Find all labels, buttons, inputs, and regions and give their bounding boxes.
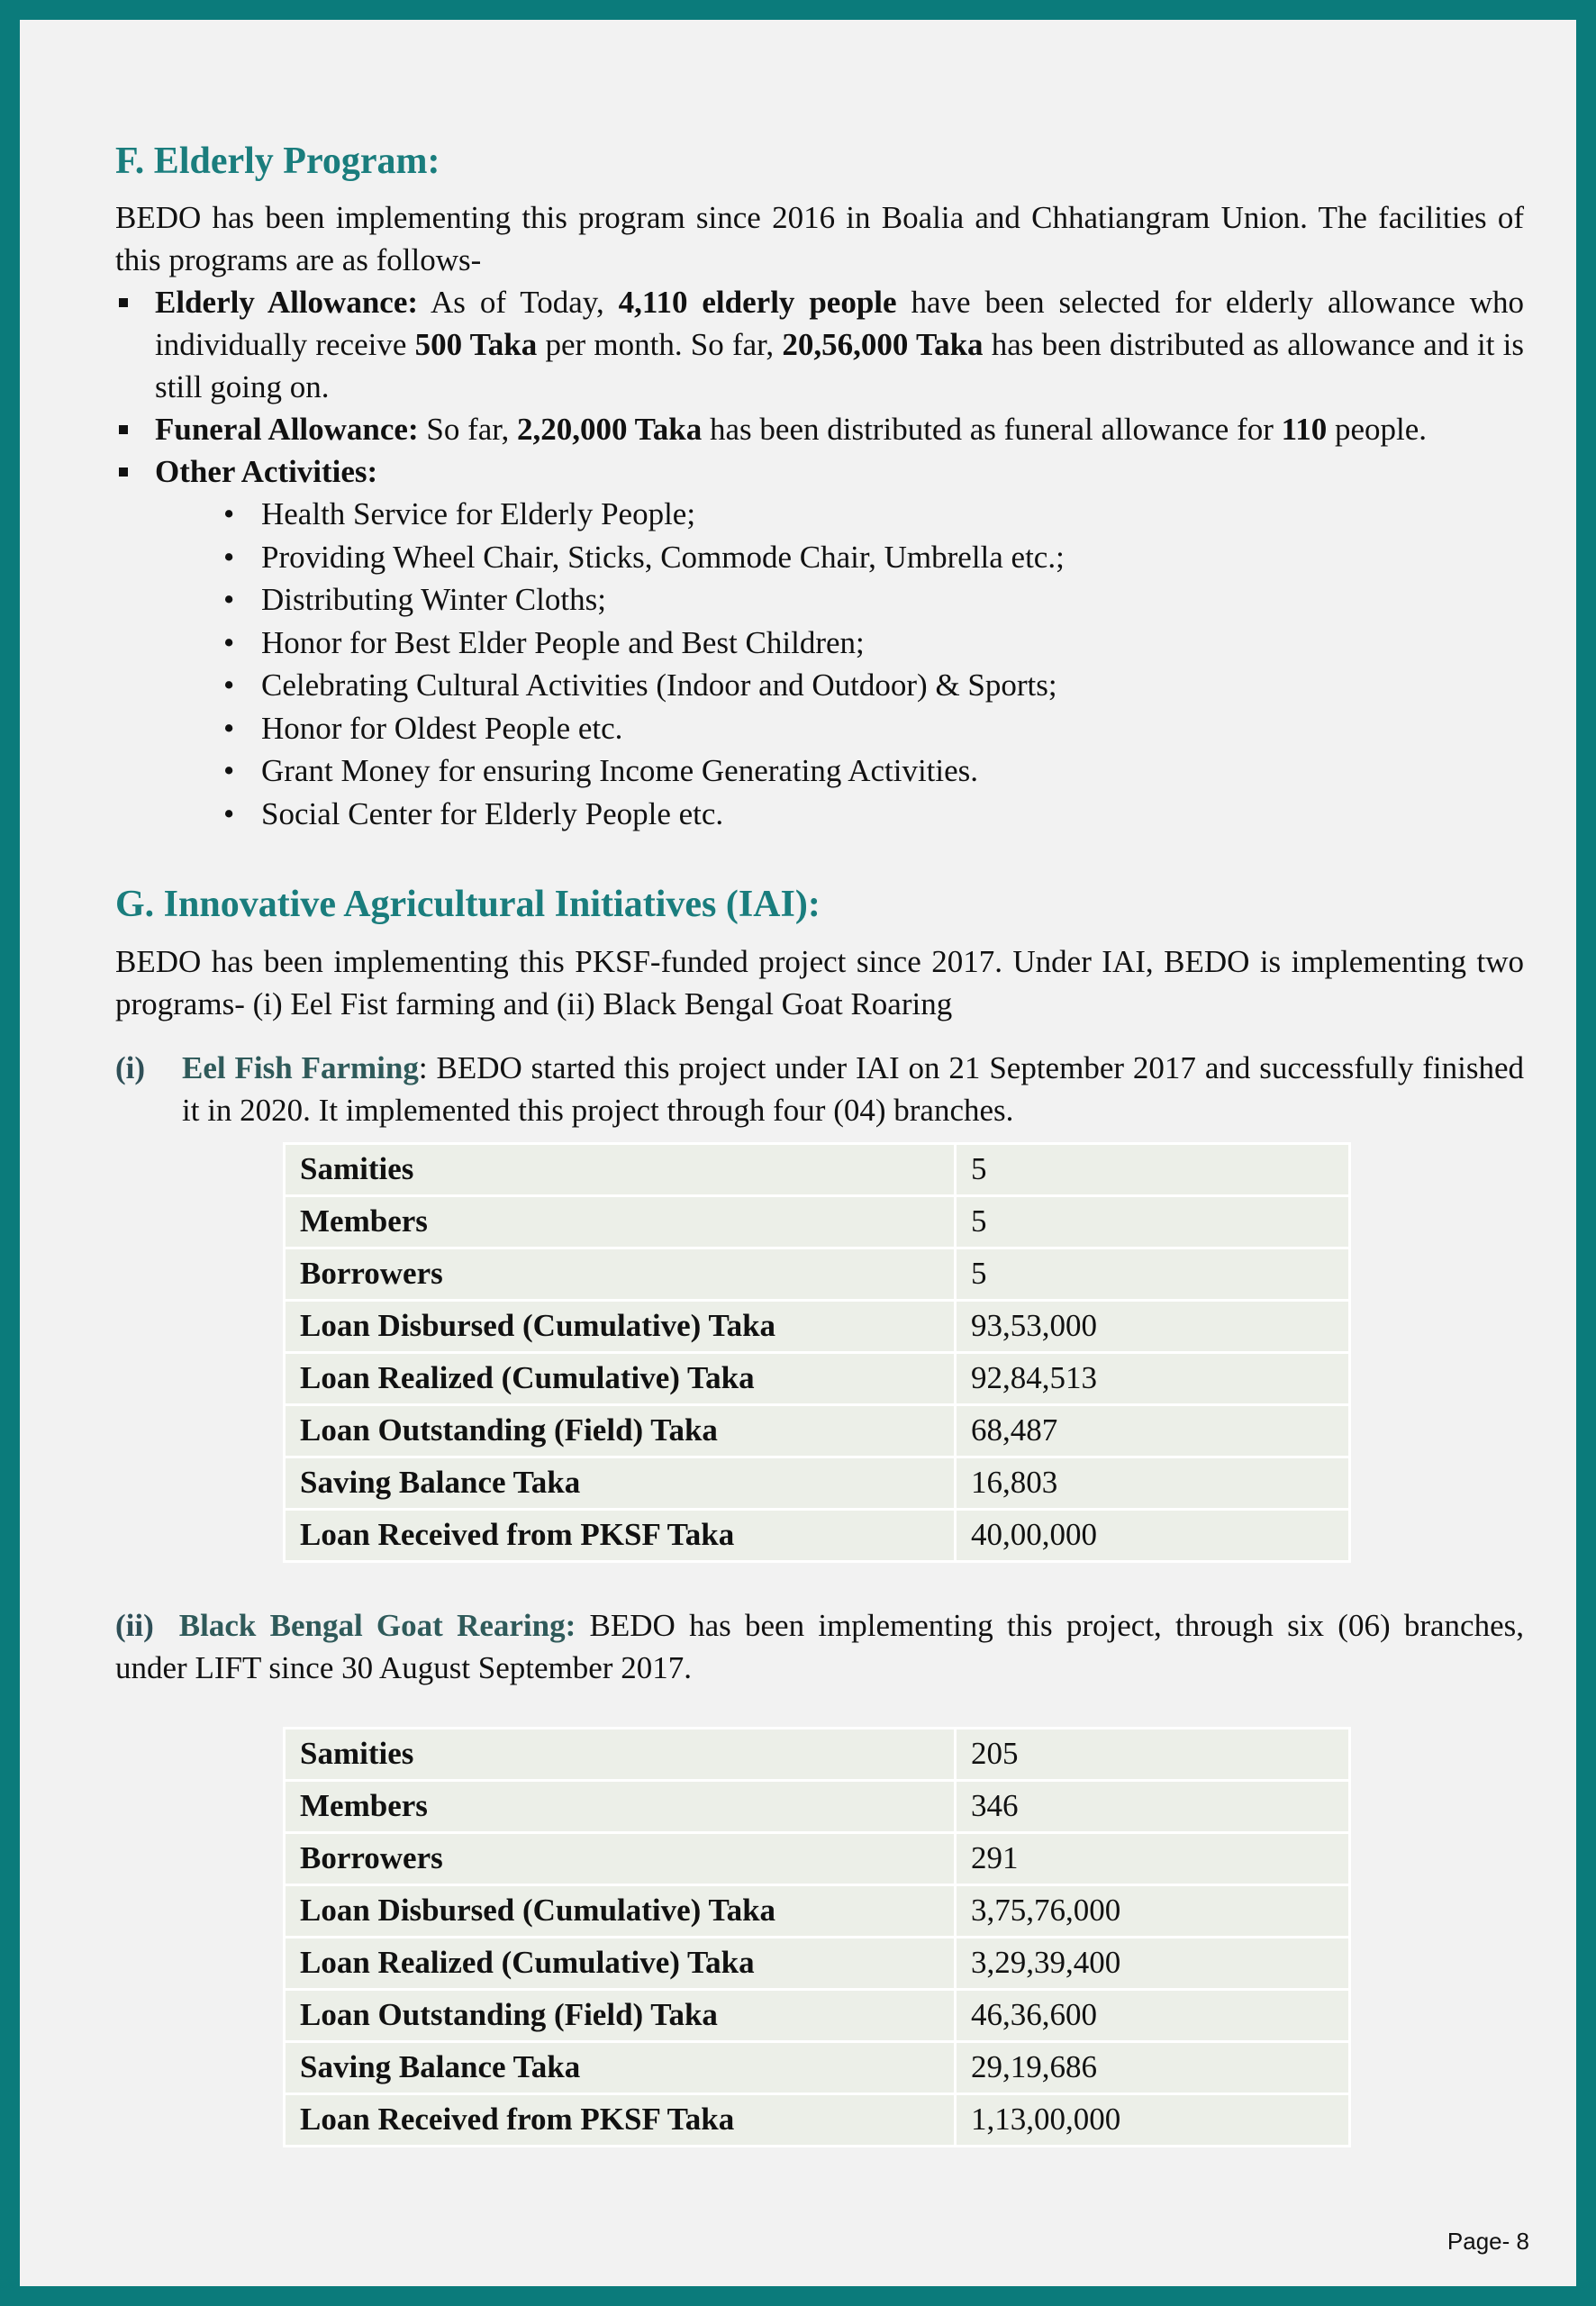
row-value: 346 xyxy=(956,1780,1350,1832)
other-activities-item: Other Activities: xyxy=(115,450,1524,493)
eel-fish-farming-paragraph: (i) Eel Fish Farming: BEDO started this project under IAI on 21 September 2017 and successfully finished it in 2020. It implemented this project through four (04) branches. xyxy=(115,1047,1524,1131)
row-value: 93,53,000 xyxy=(956,1300,1350,1352)
elderly-facilities-list xyxy=(115,281,1524,493)
bullet-icon: • xyxy=(223,496,235,532)
row-value: 46,36,600 xyxy=(956,1989,1350,2041)
page-number: Page- 8 xyxy=(1446,2228,1529,2255)
goat-number: (ii) xyxy=(115,1607,154,1643)
row-value: 5 xyxy=(956,1195,1350,1248)
row-label: Borrowers xyxy=(285,1832,956,1884)
eel-number: (i) xyxy=(115,1049,146,1085)
row-value: 5 xyxy=(956,1143,1350,1195)
row-label: Members xyxy=(285,1195,956,1248)
table-row xyxy=(285,1937,1350,1989)
row-label: Loan Outstanding (Field) Taka xyxy=(285,1989,956,2041)
page-content xyxy=(115,139,1524,2147)
elderly-allowance-item: Elderly Allowance: As of Today, 4,110 elderly people have been selected for elderly allowance who individually receive 500 Taka per month. So far, 20,56,000 Taka has been distributed as allowance and it is still going on. xyxy=(115,281,1524,408)
table-row xyxy=(285,1728,1350,1780)
square-bullet-icon xyxy=(119,468,128,477)
bullet-icon: • xyxy=(223,795,235,831)
row-label: Samities xyxy=(285,1728,956,1780)
row-label: Loan Realized (Cumulative) Taka xyxy=(285,1352,956,1404)
activity-item: • Honor for Oldest People etc. xyxy=(222,707,1524,750)
row-label: Loan Realized (Cumulative) Taka xyxy=(285,1937,956,1989)
table-row xyxy=(285,1300,1350,1352)
table-row xyxy=(285,1509,1350,1561)
activity-item: • Distributing Winter Cloths; xyxy=(222,578,1524,622)
table-row xyxy=(285,1195,1350,1248)
row-value: 1,13,00,000 xyxy=(956,2093,1350,2146)
row-value: 92,84,513 xyxy=(956,1352,1350,1404)
bullet-icon: • xyxy=(223,753,235,789)
table-row xyxy=(285,1884,1350,1937)
goat-title: Black Bengal Goat Rearing: xyxy=(178,1607,576,1643)
table-row xyxy=(285,1457,1350,1509)
row-value: 29,19,686 xyxy=(956,2041,1350,2093)
activity-item: • Providing Wheel Chair, Sticks, Commode Chair, Umbrella etc.; xyxy=(222,536,1524,579)
section-g-intro: BEDO has been implementing this PKSF-funded project since 2017. Under IAI, BEDO is implementing two programs- (i) Eel Fist farming and (ii) Black Bengal Goat Roaring xyxy=(115,943,1524,1021)
bullet-icon: • xyxy=(223,582,235,618)
bullet-icon: • xyxy=(223,667,235,704)
table-row xyxy=(285,1780,1350,1832)
row-label: Saving Balance Taka xyxy=(285,2041,956,2093)
row-value: 3,75,76,000 xyxy=(956,1884,1350,1937)
activity-item: • Social Center for Elderly People etc. xyxy=(222,793,1524,836)
table-row xyxy=(285,1404,1350,1457)
funeral-allowance-item: Funeral Allowance: So far, 2,20,000 Taka has been distributed as funeral allowance for 110 people. xyxy=(115,408,1524,450)
goat-rearing-paragraph: (ii) Black Bengal Goat Rearing: BEDO has been implementing this project, through six (06) branches, under LIFT since 30 August September 2017. xyxy=(115,1607,1524,1685)
activity-item: • Grant Money for ensuring Income Generating Activities. xyxy=(222,749,1524,793)
row-value: 3,29,39,400 xyxy=(956,1937,1350,1989)
row-value: 5 xyxy=(956,1248,1350,1300)
table-row xyxy=(285,2041,1350,2093)
table-row xyxy=(285,1352,1350,1404)
table-row xyxy=(285,2093,1350,2146)
row-value: 68,487 xyxy=(956,1404,1350,1457)
table-row xyxy=(285,1832,1350,1884)
section-f-heading: F. Elderly Program: xyxy=(115,141,440,182)
row-label: Loan Disbursed (Cumulative) Taka xyxy=(285,1300,956,1352)
row-label: Loan Outstanding (Field) Taka xyxy=(285,1404,956,1457)
row-value: 40,00,000 xyxy=(956,1509,1350,1561)
row-label: Samities xyxy=(285,1143,956,1195)
section-f-intro: BEDO has been implementing this program since 2016 in Boalia and Chhatiangram Union. The facilities of this programs are as follows- xyxy=(115,200,1524,278)
row-value: 291 xyxy=(956,1832,1350,1884)
table-row xyxy=(285,1989,1350,2041)
row-label: Loan Received from PKSF Taka xyxy=(285,1509,956,1561)
row-label: Loan Received from PKSF Taka xyxy=(285,2093,956,2146)
square-bullet-icon xyxy=(119,298,128,307)
goat-rearing-table xyxy=(283,1727,1351,2147)
table-row xyxy=(285,1143,1350,1195)
eel-fish-farming-table xyxy=(283,1142,1351,1563)
row-label: Saving Balance Taka xyxy=(285,1457,956,1509)
bullet-icon: • xyxy=(223,624,235,660)
table-row xyxy=(285,1248,1350,1300)
row-value: 205 xyxy=(956,1728,1350,1780)
eel-title: Eel Fish Farming xyxy=(182,1049,419,1085)
row-value: 16,803 xyxy=(956,1457,1350,1509)
other-activities-list xyxy=(115,493,1524,835)
document-page xyxy=(20,20,1576,2286)
row-label: Loan Disbursed (Cumulative) Taka xyxy=(285,1884,956,1937)
row-label: Members xyxy=(285,1780,956,1832)
activity-item: • Celebrating Cultural Activities (Indoor and Outdoor) & Sports; xyxy=(222,664,1524,707)
activity-item: • Honor for Best Elder People and Best Children; xyxy=(222,622,1524,665)
section-g-heading: G. Innovative Agricultural Initiatives (IAI): xyxy=(115,884,821,926)
row-label: Borrowers xyxy=(285,1248,956,1300)
activity-item: • Health Service for Elderly People; xyxy=(222,493,1524,536)
bullet-icon: • xyxy=(223,539,235,575)
bullet-icon: • xyxy=(223,710,235,746)
square-bullet-icon xyxy=(119,425,128,434)
